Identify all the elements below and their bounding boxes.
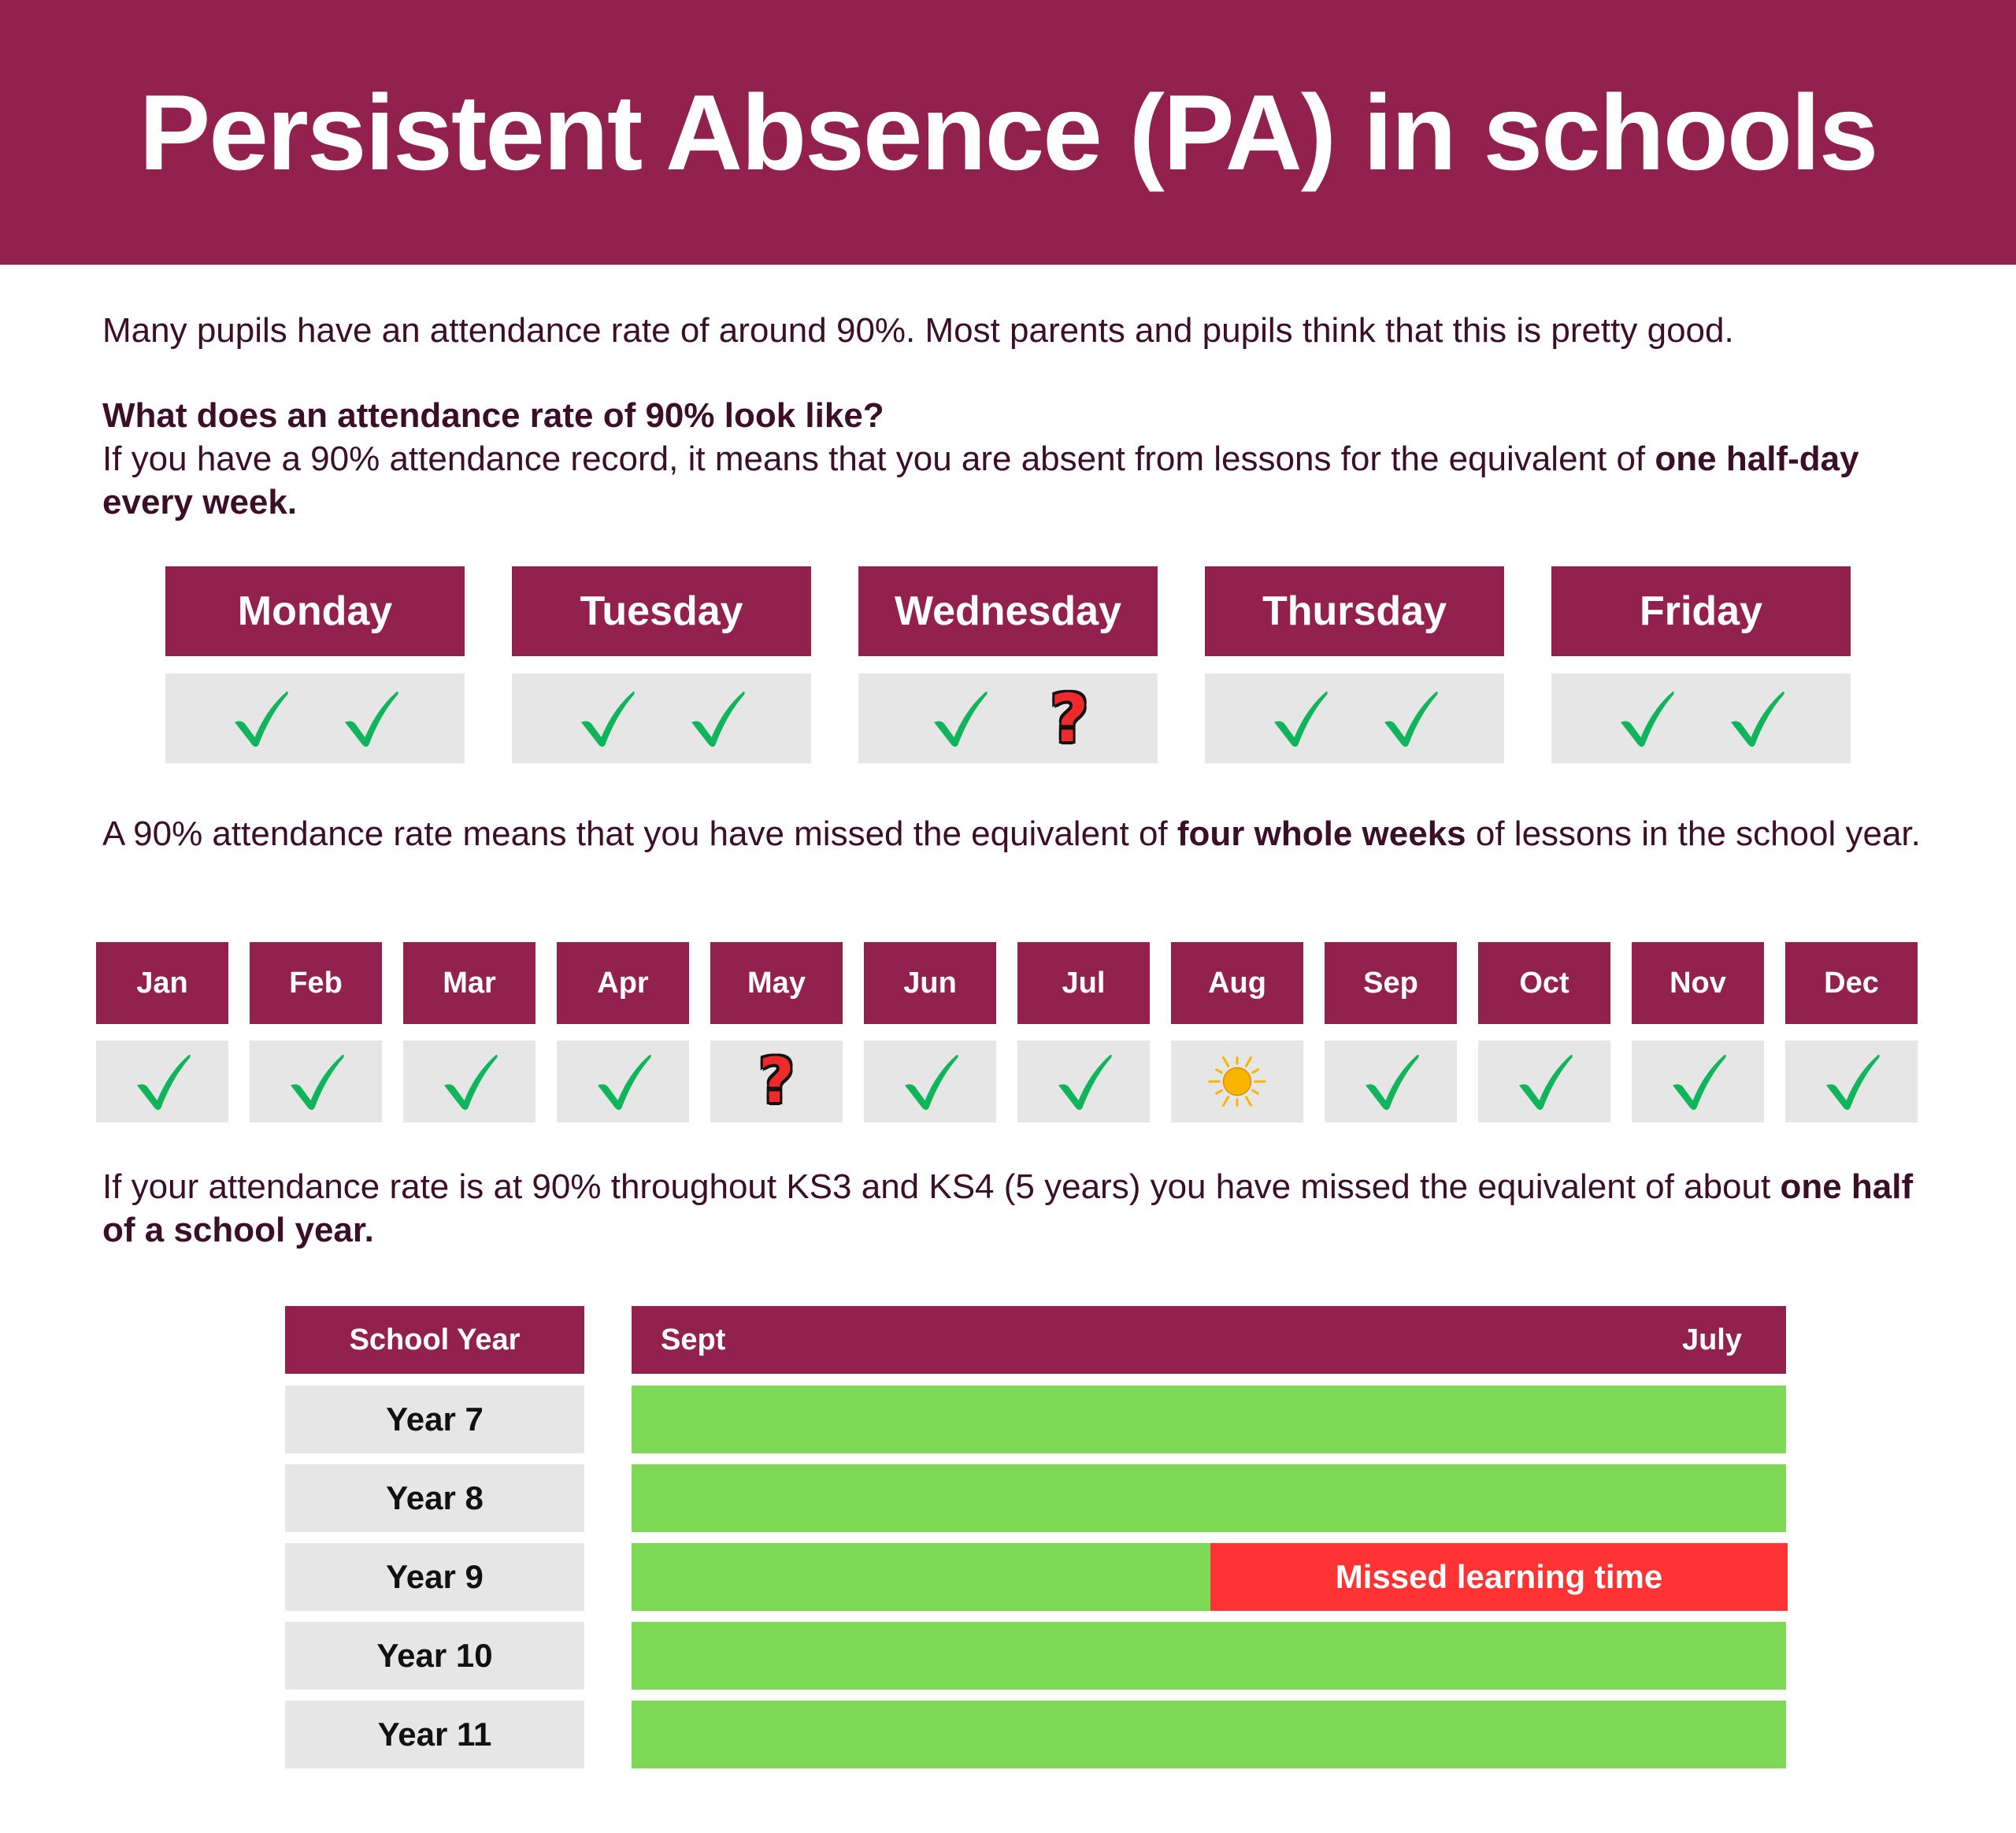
month-header-aug: Aug: [1171, 942, 1303, 1024]
section3-paragraph: [102, 1165, 1922, 1252]
month-status-nov: [1632, 1041, 1764, 1122]
check-icon: [591, 1050, 654, 1113]
year-label: Year 9: [285, 1543, 584, 1611]
check-icon: [899, 1050, 962, 1113]
check-icon: [685, 687, 748, 750]
month-status-oct: [1478, 1041, 1610, 1122]
check-icon: [575, 687, 638, 750]
missed-learning-segment: Missed learning time: [1210, 1543, 1788, 1611]
year-attendance-bar: [632, 1622, 1786, 1690]
day-header-thursday: Thursday: [1205, 566, 1504, 656]
year-label: Year 10: [285, 1622, 584, 1690]
month-status-feb: [250, 1041, 382, 1122]
check-icon: [1614, 687, 1677, 750]
check-icon: [928, 687, 991, 750]
day-sessions-tuesday: [512, 673, 811, 763]
month-status-mar: [403, 1041, 536, 1122]
section2-paragraph: [102, 812, 1922, 855]
section2-bold-text: four whole weeks: [1177, 814, 1466, 853]
month-status-jun: [864, 1041, 996, 1122]
check-icon: [1513, 1050, 1576, 1113]
section1-text: If you have a 90% attendance record, it means that you are absent from lessons for the equivalent of: [102, 440, 1655, 478]
month-header-jan: Jan: [96, 942, 228, 1024]
month-header-jul: Jul: [1017, 942, 1150, 1024]
timeline-start-label: Sept: [661, 1323, 726, 1356]
year-label: Year 8: [285, 1464, 584, 1532]
section1-paragraph: [102, 394, 1922, 524]
timeline-end-label: July: [1681, 1323, 1742, 1356]
section2-text-end: of lessons in the school year.: [1466, 814, 1921, 853]
check-icon: [1268, 687, 1331, 750]
section2-text: A 90% attendance rate means that you have missed the equivalent of: [102, 814, 1177, 853]
day-header-tuesday: Tuesday: [512, 566, 811, 656]
month-status-sep: [1325, 1041, 1457, 1122]
month-header-mar: Mar: [403, 942, 536, 1024]
year-label: Year 11: [285, 1701, 584, 1768]
month-header-oct: Oct: [1478, 942, 1610, 1024]
month-status-may: [710, 1041, 843, 1122]
intro-text: Many pupils have an attendance rate of around 90%. Most parents and pupils think that this is pretty good.: [102, 311, 1734, 350]
check-icon: [284, 1050, 347, 1113]
check-icon: [1820, 1050, 1883, 1113]
page-title: Persistent Absence (PA) in schools: [139, 72, 1877, 192]
month-header-sep: Sep: [1325, 942, 1457, 1024]
month-header-nov: Nov: [1632, 942, 1764, 1024]
year-attendance-bar: [632, 1464, 1786, 1532]
year-attendance-bar: [632, 1701, 1786, 1768]
year-label: Year 7: [285, 1386, 584, 1453]
day-sessions-thursday: [1205, 673, 1504, 763]
section3-bold-text: one half of a school year.: [102, 1167, 1914, 1249]
timeline-header: [632, 1306, 1786, 1374]
month-header-may: May: [710, 942, 843, 1024]
month-status-jul: [1017, 1041, 1150, 1122]
day-sessions-wednesday: [858, 673, 1158, 763]
sun-icon: [1207, 1052, 1267, 1111]
check-icon: [1359, 1050, 1422, 1113]
day-header-friday: Friday: [1551, 566, 1851, 656]
month-status-jan: [96, 1041, 228, 1122]
section1-heading: What does an attendance rate of 90% look like?: [102, 396, 884, 435]
title-banner: [0, 0, 2016, 265]
month-header-feb: Feb: [250, 942, 382, 1024]
month-status-aug: [1171, 1041, 1303, 1122]
day-header-wednesday: Wednesday: [858, 566, 1158, 656]
check-icon: [339, 687, 402, 750]
year-attendance-bar: [632, 1543, 1786, 1611]
day-header-monday: Monday: [165, 566, 465, 656]
check-icon: [131, 1050, 194, 1113]
section3-text: If your attendance rate is at 90% throughout KS3 and KS4 (5 years) you have missed the equivalent of about: [102, 1167, 1781, 1206]
check-icon: [1725, 687, 1788, 750]
month-header-apr: Apr: [557, 942, 689, 1024]
month-status-dec: [1785, 1041, 1918, 1122]
check-icon: [1052, 1050, 1115, 1113]
month-header-jun: Jun: [864, 942, 996, 1024]
day-sessions-monday: [165, 673, 465, 763]
school-year-header: School Year: [285, 1306, 584, 1374]
check-icon: [1378, 687, 1441, 750]
check-icon: [1666, 1050, 1729, 1113]
year-attendance-bar: [632, 1386, 1786, 1453]
month-header-dec: Dec: [1785, 942, 1918, 1024]
section1-bold-text: one half-day every week.: [102, 440, 1859, 521]
question-mark-icon: ?: [1050, 680, 1089, 757]
check-icon: [438, 1050, 501, 1113]
check-icon: [228, 687, 291, 750]
day-sessions-friday: [1551, 673, 1851, 763]
month-status-apr: [557, 1041, 689, 1122]
question-mark-icon: ?: [758, 1046, 795, 1117]
